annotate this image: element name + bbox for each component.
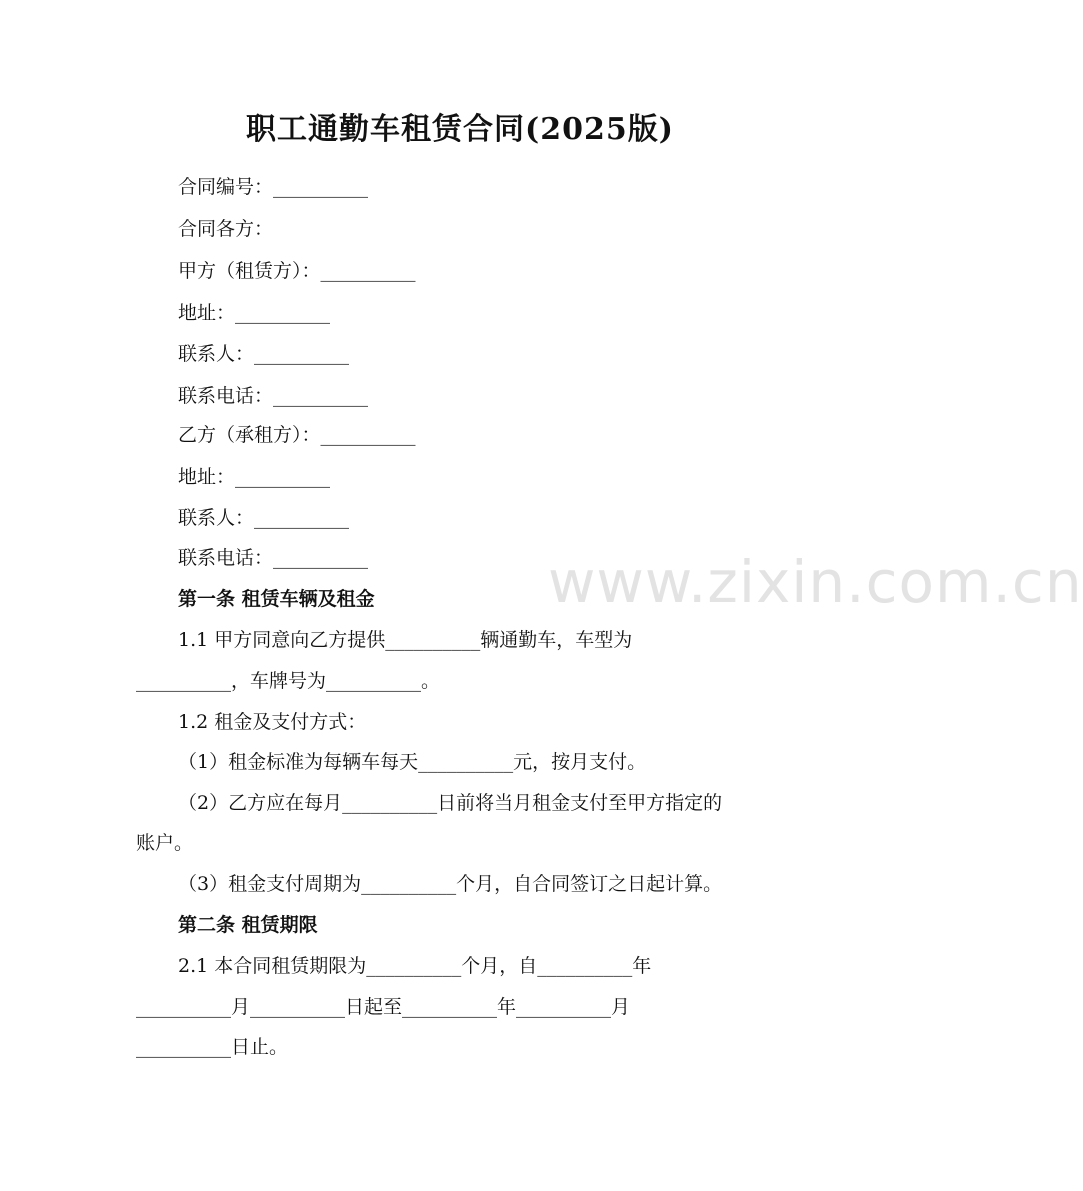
party-a-address-line: 地址：__________ [178, 302, 331, 324]
party-b-line: 乙方（承租方）：__________ [178, 424, 416, 446]
clause-1-2: 1.2 租金及支付方式： [178, 711, 367, 733]
clause-1-2-item-1: （1）租金标准为每辆车每天__________元，按月支付。 [178, 751, 647, 773]
party-a-phone-line: 联系电话：__________ [178, 385, 369, 407]
clause-1-2-item-2-line-2: 账户。 [136, 832, 194, 854]
party-b-contact-line: 联系人：__________ [178, 507, 350, 529]
clause-1-2-item-2-line-1: （2）乙方应在每月__________日前将当月租金支付至甲方指定的 [178, 792, 723, 814]
party-b-address-line: 地址：__________ [178, 466, 331, 488]
contract-number-line: 合同编号：__________ [178, 176, 369, 198]
clause-2-1-line-2: __________月__________日起至__________年__________月 [136, 996, 631, 1018]
clause-1-1-line-2: __________，车牌号为__________。 [136, 670, 441, 692]
watermark: www.zixin.com.cn [548, 548, 1083, 616]
parties-label: 合同各方： [178, 218, 274, 240]
document-title: 职工通勤车租赁合同(2025版) [246, 112, 674, 147]
clause-1-1-line-1: 1.1 甲方同意向乙方提供__________辆通勤车，车型为 [178, 629, 633, 651]
clause-1-2-item-3: （3）租金支付周期为__________个月，自合同签订之日起计算。 [178, 873, 723, 895]
party-a-line: 甲方（租赁方）：__________ [178, 260, 416, 282]
party-a-contact-line: 联系人：__________ [178, 343, 350, 365]
article-1-heading: 第一条 租赁车辆及租金 [178, 588, 375, 610]
clause-2-1-line-1: 2.1 本合同租赁期限为__________个月，自__________年 [178, 955, 652, 977]
party-b-phone-line: 联系电话：__________ [178, 547, 369, 569]
clause-2-1-line-3: __________日止。 [136, 1036, 289, 1058]
article-2-heading: 第二条 租赁期限 [178, 914, 318, 936]
